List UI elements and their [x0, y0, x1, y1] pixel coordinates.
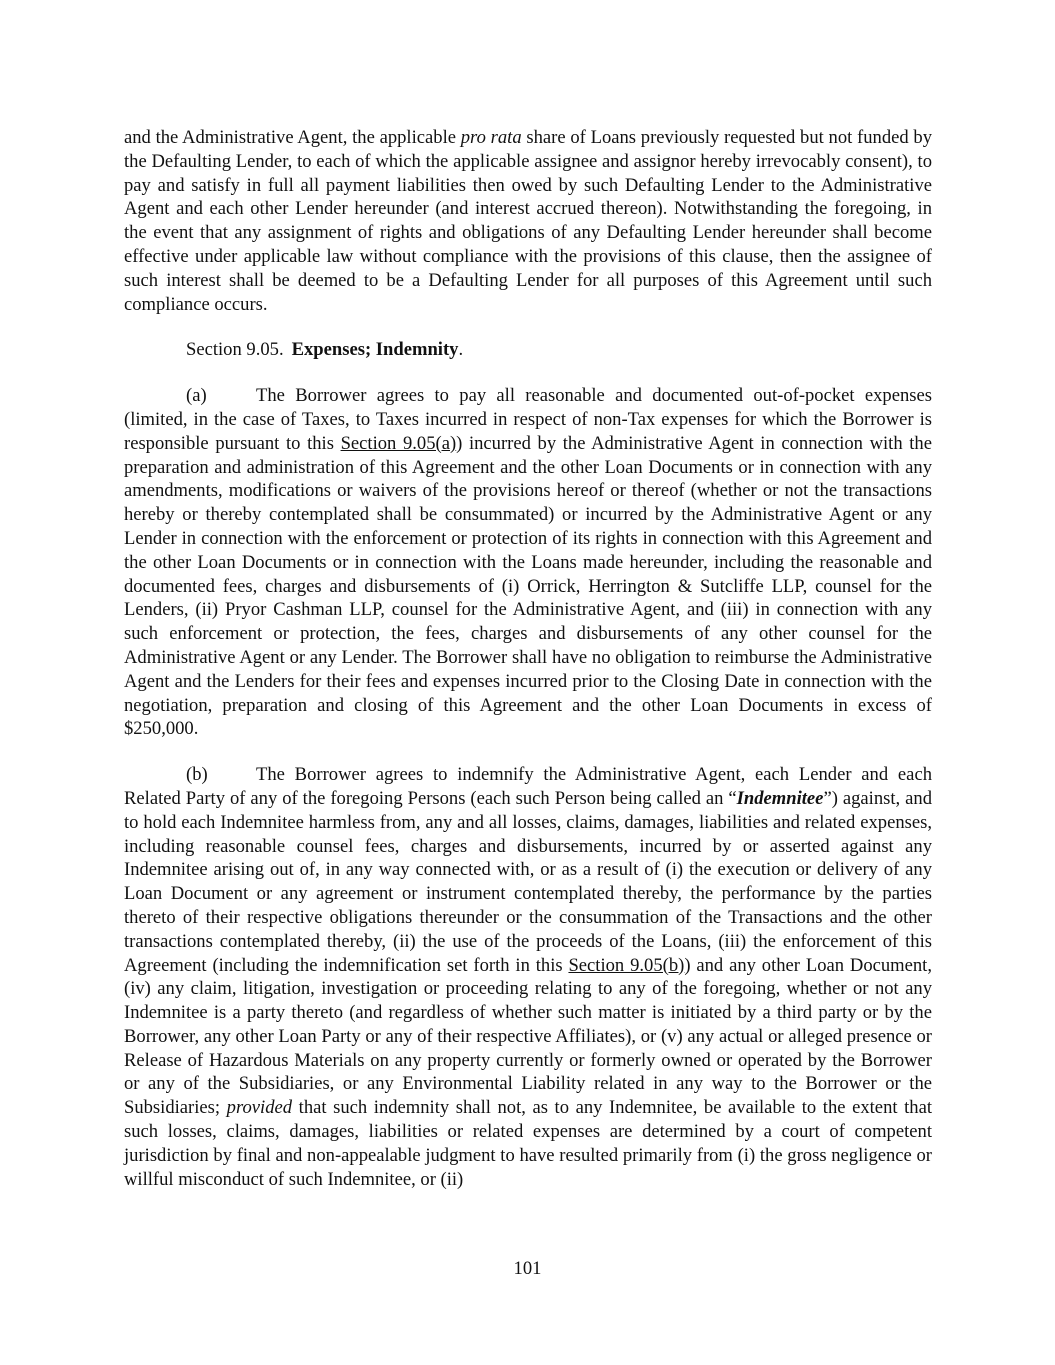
defined-term: Indemnitee [736, 787, 824, 809]
section-reference: Section 9.05(b) [568, 954, 685, 976]
section-title: Expenses; Indemnity [291, 339, 459, 361]
paragraph-text: The Borrower agrees to indemnify the Administrative Agent, each Lender and each Related Party of any of the foregoing Persons (each such Person being called an “ [124, 764, 932, 809]
section-number: Section 9.05. [186, 339, 284, 361]
italic-term: pro rata [460, 127, 522, 148]
page-number: 101 [513, 1258, 542, 1279]
italic-term: provided [226, 1097, 293, 1119]
paragraph-text: share of Loans previously requested but not funded by the Defaulting Lender, to each of which the applicable assignee and assignor hereby irrevocably consent), to pay and satisfy in full all payment liabilities then owed by such Defaulting Lender to the Administrative Agent and each other Lender hereunder (and interest accrued thereon). Notwithstanding the foregoing, in the event that any assignment of rights and obligations of any Defaulting Lender hereunder shall become effective under applicable law without compliance with the provisions of this clause, then the assignee of such interest shall be deemed to be a Defaulting Lender for all purposes of this Agreement until such compliance occurs. [124, 127, 932, 315]
paragraph-text: that such indemnity shall not, as to any Indemnitee, be available to the extent that such losses, claims, damages, liabilities or related expenses are determined by a court of competent jurisdiction by final and non-appealable judgment to have resulted primarily from (i) the gross negligence or willful misconduct of such Indemnitee, or (ii) [124, 1097, 932, 1190]
paragraph-text: ) incurred by the Administrative Agent in connection with the preparation and administration of this Agreement and the other Loan Documents or in connection with any amendments, modifications or waivers of the provisions hereof or thereof (whether or not the transactions hereby or thereby contemplated shall be consummated) or incurred by the Administrative Agent or any Lender in connection with the enforcement or protection of its rights in connection with this Agreement and the other Loan Documents or in connection with the Loans made hereunder, including the reasonable and documented fees, charges and disbursements of (i) Orrick, Herrington & Sutcliffe LLP, counsel for the Lenders, (ii) Pryor Cashman LLP, counsel for the Administrative Agent, and (iii) in connection with any such enforcement or protection, the fees, charges and disbursements of any other counsel for the Administrative Agent or any Lender. The Borrower shall have no obligation to reimburse the Administrative Agent and the Lenders for their fees and expenses incurred prior to the Closing Date in connection with the negotiation, preparation and closing of this Agreement and the other Loan Documents in excess of $250,000. [124, 432, 932, 740]
continuation-paragraph [124, 126, 932, 316]
paragraph-a [124, 384, 932, 741]
paragraph-b [124, 763, 932, 1191]
paragraph-text: The Borrower agrees to pay all reasonable and documented out-of-pocket expenses (limited, in the case of Taxes, to Taxes incurred in respect of non-Tax expenses for which the Borrower is responsible pursuant to this [124, 385, 932, 454]
document-page [124, 126, 932, 1213]
paragraph-label: (a) [186, 385, 207, 407]
paragraph-text: and the Administrative Agent, the applicable [124, 127, 461, 148]
paragraph-text: ”) against, and to hold each Indemnitee harmless from, any and all losses, claims, damages, liabilities and related expenses, including reasonable counsel fees, charges and disbursements, incurred by or asserted against any Indemnitee arising out of, in any way connected with, or as a result of (i) the execution or delivery of any Loan Document or any agreement or instrument contemplated thereby, the performance by the parties thereto of their respective obligations thereunder or the consummation of the Transactions and the other transactions contemplated thereby, (ii) the use of the proceeds of the Loans, (iii) the enforcement of this Agreement (including the indemnification set forth in this [124, 787, 932, 976]
section-reference: Section 9.05(a) [340, 432, 457, 454]
section-heading [124, 338, 932, 362]
paragraph-label: (b) [186, 764, 208, 786]
paragraph-text: ) and any other Loan Document, (iv) any claim, litigation, investigation or proceeding relating to any of the foregoing, whether or not any Indemnitee is a party thereto (and regardless of whether such matter is initiated by a third party or by the Borrower, any other Loan Party or any of their respective Affiliates), or (v) any actual or alleged presence or Release of Hazardous Materials on any property currently or formerly owned or operated by the Borrower or any of the Subsidiaries, or any Environmental Liability related in any way to the Borrower or the Subsidiaries; [124, 954, 932, 1119]
section-title-period: . [458, 339, 464, 361]
